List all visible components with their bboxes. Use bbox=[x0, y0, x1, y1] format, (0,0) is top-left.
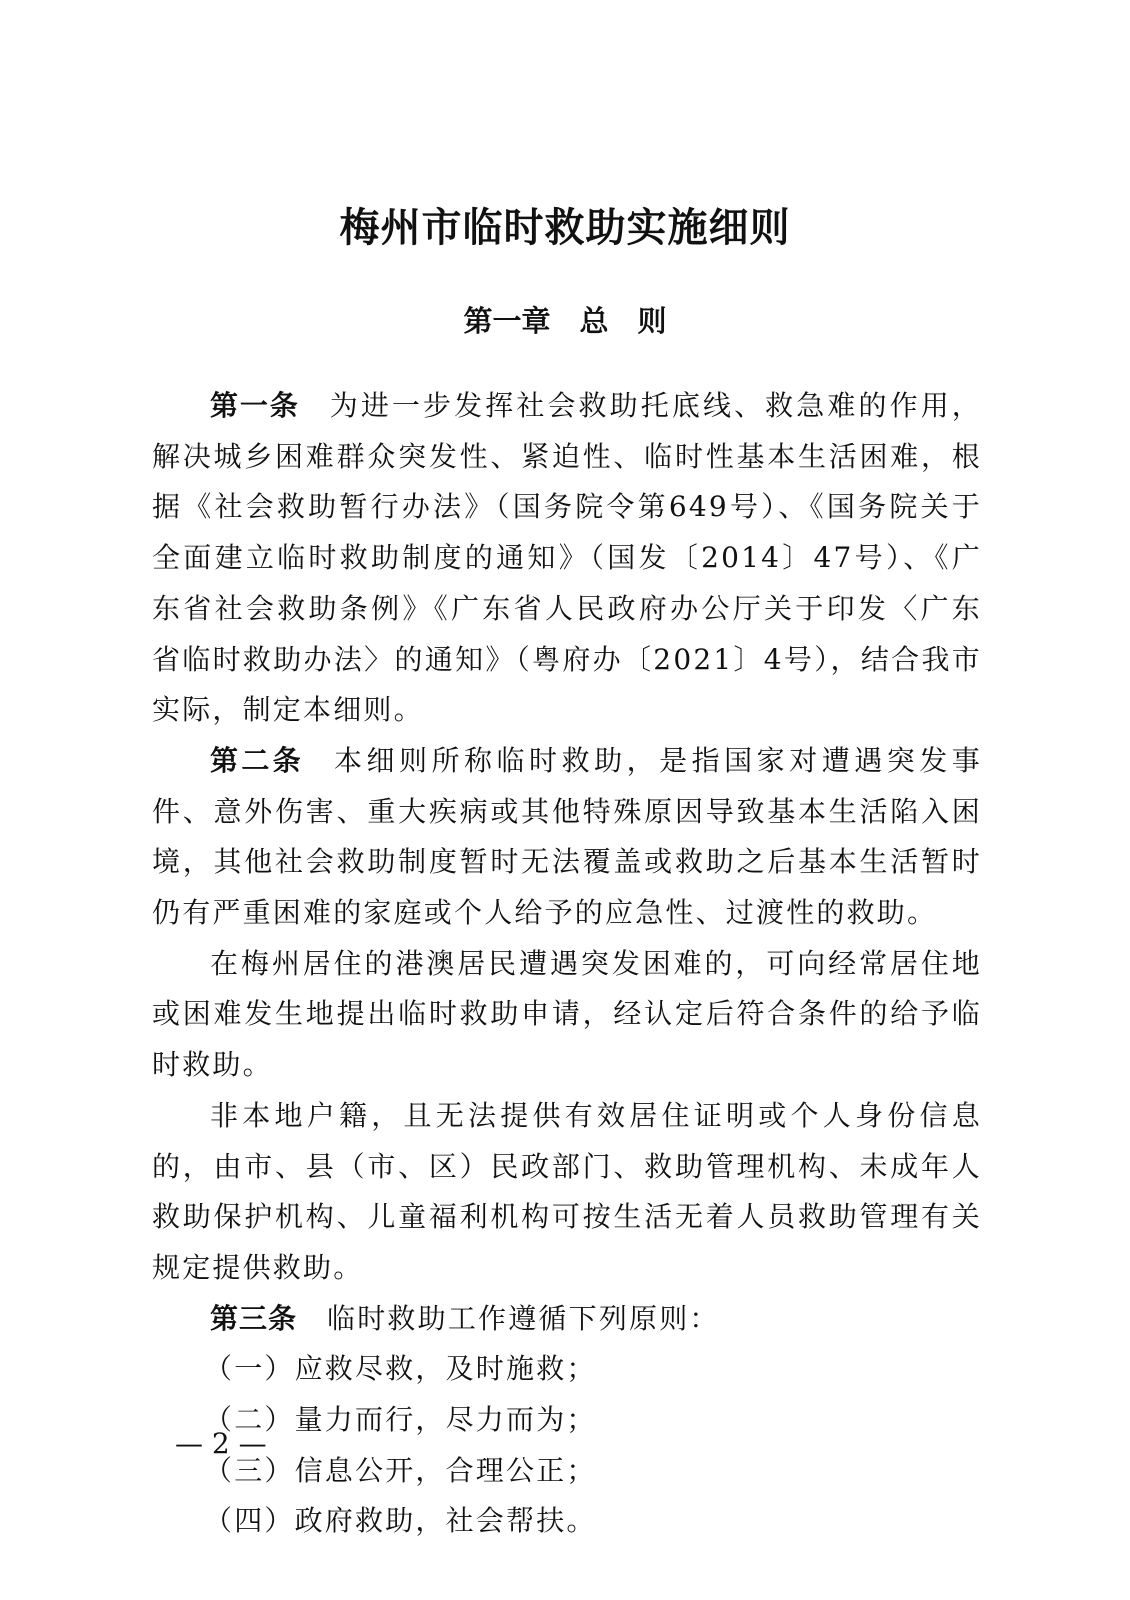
non-local-paragraph bbox=[152, 1091, 982, 1294]
paragraph-text: 非本地户籍，且无法提供有效居住证明或个人身份信息的，由市、县（市、区）民政部门、救助管理机构、未成年人救助保护机构、儿童福利机构可按生活无着人员救助管理有关规定提供救助。 bbox=[152, 1098, 982, 1284]
principle-item: （二）量力而行，尽力而为； bbox=[204, 1403, 597, 1437]
article-2-paragraph bbox=[152, 736, 982, 939]
article-number: 第三条 bbox=[210, 1301, 298, 1335]
article-number: 第二条 bbox=[210, 743, 304, 777]
document-body bbox=[152, 381, 982, 1547]
article-3-paragraph bbox=[152, 1294, 982, 1345]
article-1-paragraph bbox=[152, 381, 982, 736]
principle-item: （三）信息公开，合理公正； bbox=[204, 1453, 597, 1487]
chapter-title: 第一章 总 则 bbox=[463, 304, 667, 338]
paragraph-text: 在梅州居住的港澳居民遭遇突发困难的，可向经常居住地或困难发生地提出临时救助申请，经认定后符合条件的给予临时救助。 bbox=[152, 946, 982, 1082]
hk-macao-paragraph bbox=[152, 939, 982, 1091]
page-number: — 2 — bbox=[175, 1427, 267, 1460]
paragraph-text: 为进一步发挥社会救助托底线、救急难的作用，解决城乡困难群众突发性、紧迫性、临时性基本生活困难，根据《社会救助暂行办法》（国务院令第649号）、《国务院关于全面建立临时救助制度的通知》（国发〔2014〕47号）、《广东省社会救助条例》《广东省人民政府办公厅关于印发〈广东省临时救助办法〉的通知》（粤府办〔2021〕4号），结合我市实际，制定本细则。 bbox=[152, 389, 982, 727]
document-title: 梅州市临时救助实施细则 bbox=[339, 205, 791, 251]
principle-item: （四）政府救助，社会帮扶。 bbox=[204, 1504, 597, 1538]
article-number: 第一条 bbox=[210, 389, 300, 422]
paragraph-text: 临时救助工作遵循下列原则： bbox=[327, 1301, 720, 1335]
principle-item: （一）应救尽救，及时施救； bbox=[204, 1352, 597, 1386]
paragraph-text: 本细则所称临时救助，是指国家对遭遇突发事件、意外伤害、重大疾病或其他特殊原因导致基本生活陷入困境，其他社会救助制度暂时无法覆盖或救助之后基本生活暂时仍有严重困难的家庭或个人给予的应急性、过渡性的救助。 bbox=[152, 743, 982, 930]
